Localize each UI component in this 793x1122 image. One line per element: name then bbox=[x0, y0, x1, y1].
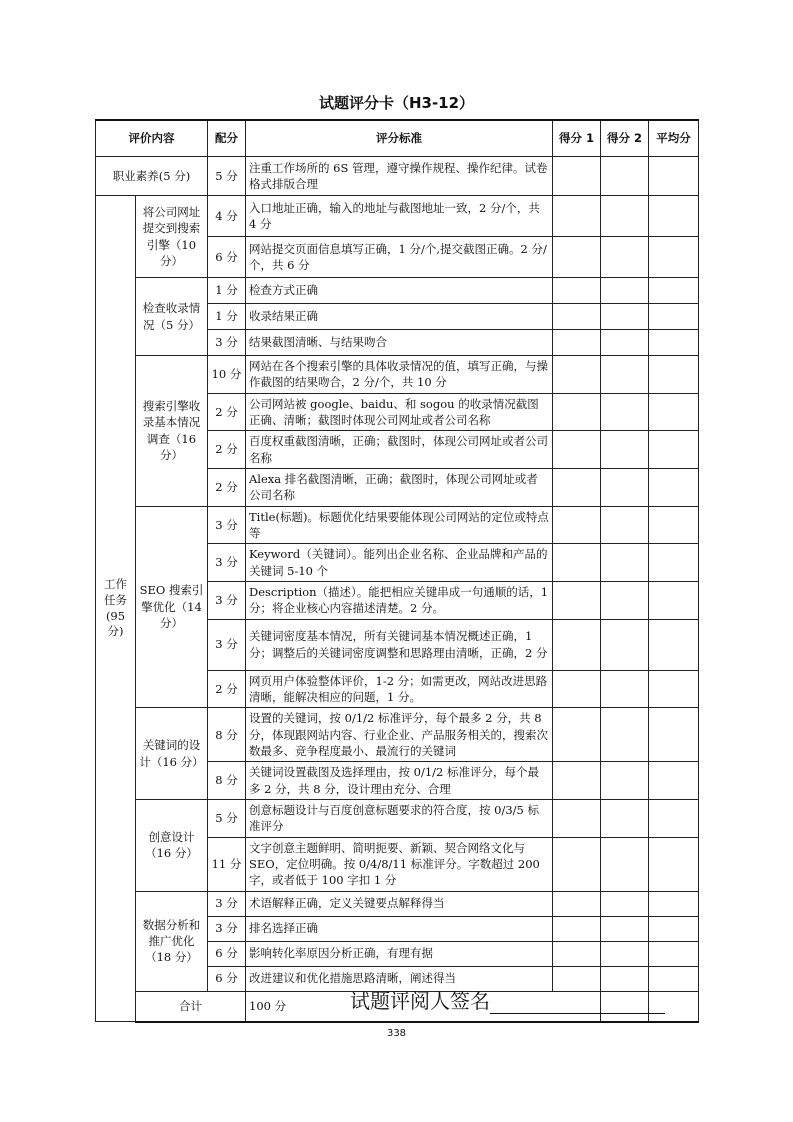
average-cell[interactable] bbox=[649, 581, 699, 619]
score1-cell[interactable] bbox=[553, 619, 601, 670]
score2-cell[interactable] bbox=[601, 581, 649, 619]
group-name: 将公司网址提交到搜索引擎（10 分） bbox=[136, 196, 208, 278]
average-cell[interactable] bbox=[649, 837, 699, 891]
item-criteria: 设置的关键词，按 0/1/2 标准评分，每个最多 2 分，共 8 分，体现跟网站内容、行业企业、产品服务相关的，搜索次数最多、竞争程度最小、最流行的关键词 bbox=[246, 708, 553, 762]
table-row bbox=[96, 196, 699, 237]
item-points: 3 分 bbox=[208, 330, 246, 356]
task-label: 工作任务(95 分) bbox=[96, 196, 136, 1022]
professional-label: 职业素养(5 分) bbox=[96, 157, 208, 196]
item-criteria: 百度权重截图清晰，正确；截图时，体现公司网址或者公司名称 bbox=[246, 431, 553, 469]
item-points: 3 分 bbox=[208, 581, 246, 619]
item-points: 3 分 bbox=[208, 619, 246, 670]
score2-cell[interactable] bbox=[601, 762, 649, 800]
score2-cell[interactable] bbox=[601, 506, 649, 544]
item-points: 4 分 bbox=[208, 196, 246, 237]
average-cell[interactable] bbox=[649, 916, 699, 941]
average-cell[interactable] bbox=[649, 356, 699, 394]
score1-cell[interactable] bbox=[553, 916, 601, 941]
average-cell[interactable] bbox=[649, 799, 699, 837]
score1-cell[interactable] bbox=[553, 431, 601, 469]
average-cell[interactable] bbox=[649, 506, 699, 544]
score2-cell[interactable] bbox=[601, 304, 649, 330]
item-criteria: 入口地址正确，输入的地址与截图地址一致，2 分/个，共 4 分 bbox=[246, 196, 553, 237]
professional-row bbox=[96, 157, 699, 196]
average-cell[interactable] bbox=[649, 544, 699, 582]
item-criteria: 检查方式正确 bbox=[246, 278, 553, 304]
score1-cell[interactable] bbox=[553, 196, 601, 237]
score1-cell[interactable] bbox=[553, 670, 601, 708]
average-cell[interactable] bbox=[649, 468, 699, 506]
score1-cell[interactable] bbox=[553, 544, 601, 582]
score1-cell[interactable] bbox=[553, 506, 601, 544]
group-name: 关键词的设计（16 分） bbox=[136, 708, 208, 800]
item-criteria: 结果截图清晰、与结果吻合 bbox=[246, 330, 553, 356]
item-points: 3 分 bbox=[208, 891, 246, 916]
score2-cell[interactable] bbox=[601, 237, 649, 278]
item-points: 6 分 bbox=[208, 941, 246, 966]
item-criteria: 影响转化率原因分析正确，有理有据 bbox=[246, 941, 553, 966]
table-row bbox=[96, 891, 699, 916]
item-criteria: 改进建议和优化措施思路清晰，阐述得当 bbox=[246, 966, 553, 991]
score2-cell[interactable] bbox=[601, 891, 649, 916]
score2-cell[interactable] bbox=[601, 941, 649, 966]
score1-cell[interactable] bbox=[553, 157, 601, 196]
score1-cell[interactable] bbox=[553, 762, 601, 800]
signature-label: 试题评阅人签名 bbox=[350, 989, 490, 1013]
score2-cell[interactable] bbox=[601, 468, 649, 506]
average-cell[interactable] bbox=[649, 762, 699, 800]
item-criteria: 文字创意主题鲜明、简明扼要、新颖、契合网络文化与 SEO，定位明确。按 0/4/8/11 标准评分。字数超过 200 字，或者低于 100 字扣 1 分 bbox=[246, 837, 553, 891]
item-points: 11 分 bbox=[208, 837, 246, 891]
group-name: 数据分析和推广优化（18 分） bbox=[136, 891, 208, 991]
average-cell[interactable] bbox=[649, 670, 699, 708]
item-criteria: 收录结果正确 bbox=[246, 304, 553, 330]
score1-cell[interactable] bbox=[553, 278, 601, 304]
item-criteria: 术语解释正确，定义关键要点解释得当 bbox=[246, 891, 553, 916]
item-points: 8 分 bbox=[208, 708, 246, 762]
score1-cell[interactable] bbox=[553, 468, 601, 506]
average-cell[interactable] bbox=[649, 708, 699, 762]
item-points: 6 分 bbox=[208, 966, 246, 991]
score2-cell[interactable] bbox=[601, 619, 649, 670]
item-criteria: 网页用户体验整体评价，1-2 分；如需更改，网站改进思路清晰，能解决相应的问题，1 分。 bbox=[246, 670, 553, 708]
table-row bbox=[96, 278, 699, 304]
score2-cell[interactable] bbox=[601, 356, 649, 394]
score1-cell[interactable] bbox=[553, 941, 601, 966]
item-points: 10 分 bbox=[208, 356, 246, 394]
item-points: 8 分 bbox=[208, 762, 246, 800]
average-cell[interactable] bbox=[649, 619, 699, 670]
item-points: 6 分 bbox=[208, 237, 246, 278]
group-name: 搜索引擎收录基本情况调查（16 分） bbox=[136, 356, 208, 507]
score1-cell[interactable] bbox=[553, 237, 601, 278]
score2-cell[interactable] bbox=[601, 393, 649, 431]
professional-points: 5 分 bbox=[208, 157, 246, 196]
score2-cell[interactable] bbox=[601, 330, 649, 356]
page-title: 试题评分卡（H3-12） bbox=[318, 94, 475, 112]
average-cell[interactable] bbox=[649, 157, 699, 196]
item-criteria: Keyword（关键词）。能列出企业名称、企业品牌和产品的关键词 5-10 个 bbox=[246, 544, 553, 582]
score1-cell[interactable] bbox=[553, 356, 601, 394]
professional-criteria: 注重工作场所的 6S 管理，遵守操作规程、操作纪律。试卷格式排版合理 bbox=[246, 157, 553, 196]
table-row bbox=[96, 708, 699, 762]
header-average: 平均分 bbox=[649, 120, 699, 157]
item-criteria: 创意标题设计与百度创意标题要求的符合度，按 0/3/5 标准评分 bbox=[246, 799, 553, 837]
table-header-row bbox=[96, 120, 699, 157]
average-cell[interactable] bbox=[649, 304, 699, 330]
score1-cell[interactable] bbox=[553, 393, 601, 431]
item-points: 3 分 bbox=[208, 506, 246, 544]
score1-cell[interactable] bbox=[553, 891, 601, 916]
average-cell[interactable] bbox=[649, 330, 699, 356]
item-criteria: 网站在各个搜索引擎的具体收录情况的值，填写正确，与操作截图的结果吻合，2 分/个，共 10 分 bbox=[246, 356, 553, 394]
average-cell[interactable] bbox=[649, 891, 699, 916]
group-name: 检查收录情况（5 分） bbox=[136, 278, 208, 356]
item-criteria: Alexa 排名截图清晰，正确；截图时，体现公司网址或者公司名称 bbox=[246, 468, 553, 506]
item-criteria: Description（描述）。能把相应关键串成一句通顺的话，1 分；将企业核心内容描述清楚。2 分。 bbox=[246, 581, 553, 619]
item-points: 1 分 bbox=[208, 304, 246, 330]
score2-cell[interactable] bbox=[601, 278, 649, 304]
score2-cell[interactable] bbox=[601, 157, 649, 196]
item-points: 2 分 bbox=[208, 670, 246, 708]
signature-line[interactable] bbox=[490, 991, 665, 1014]
score1-cell[interactable] bbox=[553, 304, 601, 330]
item-points: 3 分 bbox=[208, 916, 246, 941]
header-score2: 得分 2 bbox=[601, 120, 649, 157]
group-name: SEO 搜索引擎优化（14 分） bbox=[136, 506, 208, 708]
score2-cell[interactable] bbox=[601, 431, 649, 469]
table-row bbox=[96, 356, 699, 394]
average-cell[interactable] bbox=[649, 431, 699, 469]
item-criteria: 公司网站被 google、baidu、和 sogou 的收录情况截图正确、清晰；截图时体现公司网址或者公司名称 bbox=[246, 393, 553, 431]
item-criteria: 关键词密度基本情况，所有关键词基本情况概述正确，1 分；调整后的关键词密度调整和思路理由清晰，正确，2 分 bbox=[246, 619, 553, 670]
table-row bbox=[96, 506, 699, 544]
average-cell[interactable] bbox=[649, 393, 699, 431]
score1-cell[interactable] bbox=[553, 837, 601, 891]
average-cell[interactable] bbox=[649, 196, 699, 237]
header-criteria: 评分标准 bbox=[246, 120, 553, 157]
item-points: 2 分 bbox=[208, 393, 246, 431]
header-points: 配分 bbox=[208, 120, 246, 157]
score2-cell[interactable] bbox=[601, 916, 649, 941]
item-points: 5 分 bbox=[208, 799, 246, 837]
item-criteria: 排名选择正确 bbox=[246, 916, 553, 941]
item-points: 2 分 bbox=[208, 431, 246, 469]
item-criteria: Title(标题)。标题优化结果要能体现公司网站的定位或特点等 bbox=[246, 506, 553, 544]
signature-area bbox=[350, 985, 665, 1014]
score2-cell[interactable] bbox=[601, 544, 649, 582]
header-content: 评价内容 bbox=[96, 120, 208, 157]
score2-cell[interactable] bbox=[601, 670, 649, 708]
score1-cell[interactable] bbox=[553, 799, 601, 837]
score2-cell[interactable] bbox=[601, 837, 649, 891]
total-label: 合计 bbox=[136, 991, 246, 1022]
score2-cell[interactable] bbox=[601, 708, 649, 762]
group-name: 创意设计（16 分） bbox=[136, 799, 208, 891]
header-score1: 得分 1 bbox=[553, 120, 601, 157]
score2-cell[interactable] bbox=[601, 799, 649, 837]
score1-cell[interactable] bbox=[553, 330, 601, 356]
item-criteria: 关键词设置截图及选择理由，按 0/1/2 标准评分，每个最多 2 分，共 8 分，设计理由充分、合理 bbox=[246, 762, 553, 800]
score2-cell[interactable] bbox=[601, 196, 649, 237]
item-points: 3 分 bbox=[208, 544, 246, 582]
item-points: 2 分 bbox=[208, 468, 246, 506]
table-row bbox=[96, 799, 699, 837]
page-number: 338 bbox=[386, 1028, 407, 1039]
score1-cell[interactable] bbox=[553, 581, 601, 619]
item-points: 1 分 bbox=[208, 278, 246, 304]
average-cell[interactable] bbox=[649, 941, 699, 966]
average-cell[interactable] bbox=[649, 278, 699, 304]
item-criteria: 网站提交页面信息填写正确，1 分/个,提交截图正确。2 分/个，共 6 分 bbox=[246, 237, 553, 278]
total-points: 100 分 bbox=[246, 991, 601, 1022]
score1-cell[interactable] bbox=[553, 708, 601, 762]
score-table bbox=[95, 119, 699, 1023]
average-cell[interactable] bbox=[649, 237, 699, 278]
